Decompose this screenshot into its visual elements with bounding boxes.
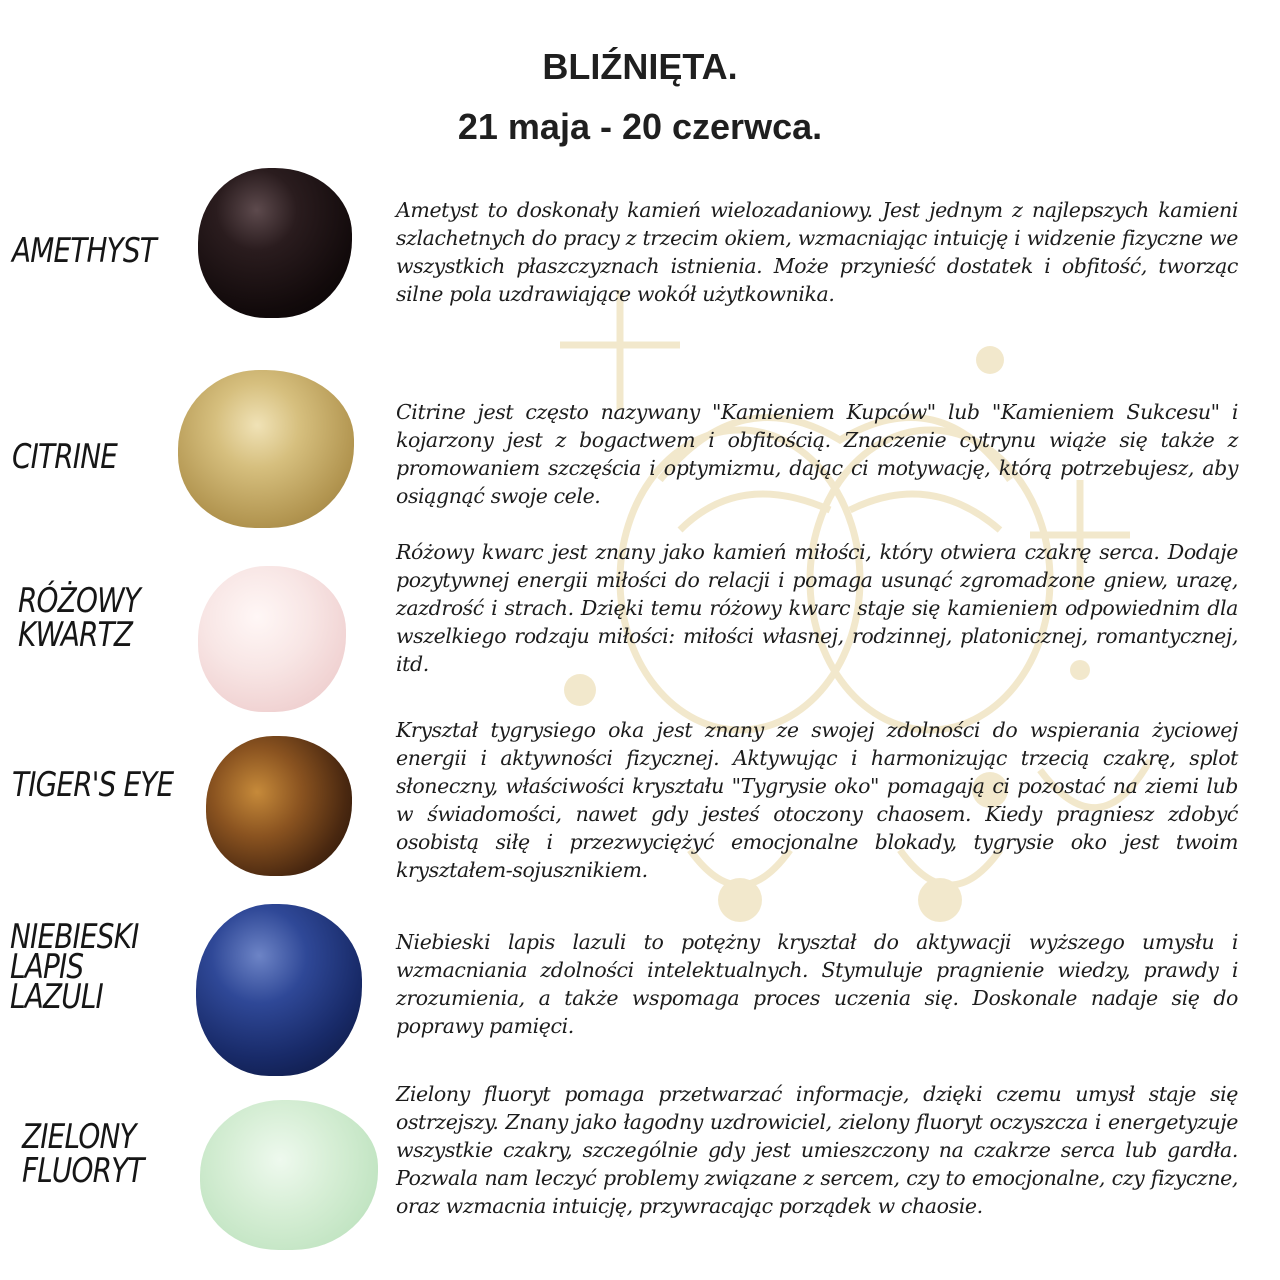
stone-name-lapis-lazuli: NIEBIESKI LAPIS LAZULI bbox=[10, 917, 139, 1017]
citrine-stone-image bbox=[178, 370, 354, 528]
stone-name-amethyst: AMETHYST bbox=[12, 231, 156, 271]
stone-description-green-fluorite: Zielony fluoryt pomaga przetwarzać informacje, dzięki czemu umysł staje się ostrzejszy. Znany jako łagodny uzdrowiciel, zielony fluoryt oczyszcza i energetyzuje wszystkie czakry, szczególnie gdy jest umieszczony na czakrze serca lub gardła. Pozwala nam leczyć problemy związane z sercem, czy to emocjonalne, czy fizyczne, oraz wzmacnia intuicję, przywracając porządek w chaosie. bbox=[396, 1082, 1238, 1218]
stone-name-green-fluorite: ZIELONY FLUORYT bbox=[22, 1117, 144, 1191]
stone-name-tigers-eye: TIGER'S EYE bbox=[12, 765, 174, 805]
stone-description-citrine: Citrine jest często nazywany "Kamieniem Kupców" lub "Kamieniem Sukcesu" i kojarzony jest z bogactwem i obfitością. Znaczenie cytrynu wiąże się także z promowaniem szczęścia i optymizmu, dając ci motywację, którą potrzebujesz, aby osiągnąć swoje cele. bbox=[396, 400, 1238, 508]
page-title: BLIŹNIĘTA. bbox=[542, 46, 738, 87]
lapis-lazuli-stone-image bbox=[196, 904, 362, 1076]
amethyst-stone-image bbox=[198, 168, 352, 318]
date-range: 21 maja - 20 czerwca. bbox=[457, 106, 823, 147]
stone-name-rose-quartz: RÓŻOWY KWARTZ bbox=[18, 581, 141, 655]
stone-description-amethyst: Ametyst to doskonały kamień wielozadaniowy. Jest jednym z najlepszych kamieni szlachetnych do pracy z trzecim okiem, wzmacniając intuicję i widzenie fizyczne we wszystkich płaszczyznach istnienia. Może przynieść dostatek i obfitość, tworząc silne pola uzdrawiające wokół użytkownika. bbox=[396, 198, 1238, 306]
rose-quartz-stone-image bbox=[198, 566, 346, 712]
tigers-eye-stone-image bbox=[206, 736, 352, 876]
stone-name-citrine: CITRINE bbox=[12, 437, 118, 477]
green-fluorite-stone-image bbox=[200, 1100, 378, 1250]
stone-description-rose-quartz: Różowy kwarc jest znany jako kamień miłości, który otwiera czakrę serca. Dodaje pozytywnej energii miłości do relacji i pomaga usunąć zgromadzone gniew, urazę, zazdrość i strach. Dzięki temu różowy kwarc staje się kamieniem odpowiednim dla wszelkiego rodzaju miłości: miłości własnej, rodzinnej, platonicznej, romantycznej, itd. bbox=[396, 540, 1238, 676]
stone-description-lapis-lazuli: Niebieski lapis lazuli to potężny kryształ do aktywacji wyższego umysłu i wzmacniania zdolności intelektualnych. Stymuluje pragnienie wiedzy, prawdy i zrozumienia, a także wspomaga proces uczenia się. Doskonale nadaje się do poprawy pamięci. bbox=[396, 930, 1238, 1038]
stone-description-tigers-eye: Kryształ tygrysiego oka jest znany ze swojej zdolności do wspierania życiowej energii i aktywności fizycznej. Aktywując i harmonizując trzecią czakrę, splot słoneczny, właściwości kryształu "Tygrysie oko" pomagają ci pozostać na ziemi lub w świadomości, nawet gdy jesteś otoczony chaosem. Kiedy pragniesz zdobyć osobistą siłę i przezwyciężyć emocjonalne blokady, tygrysie oko jest twoim kryształem-sojusznikiem. bbox=[396, 718, 1238, 882]
